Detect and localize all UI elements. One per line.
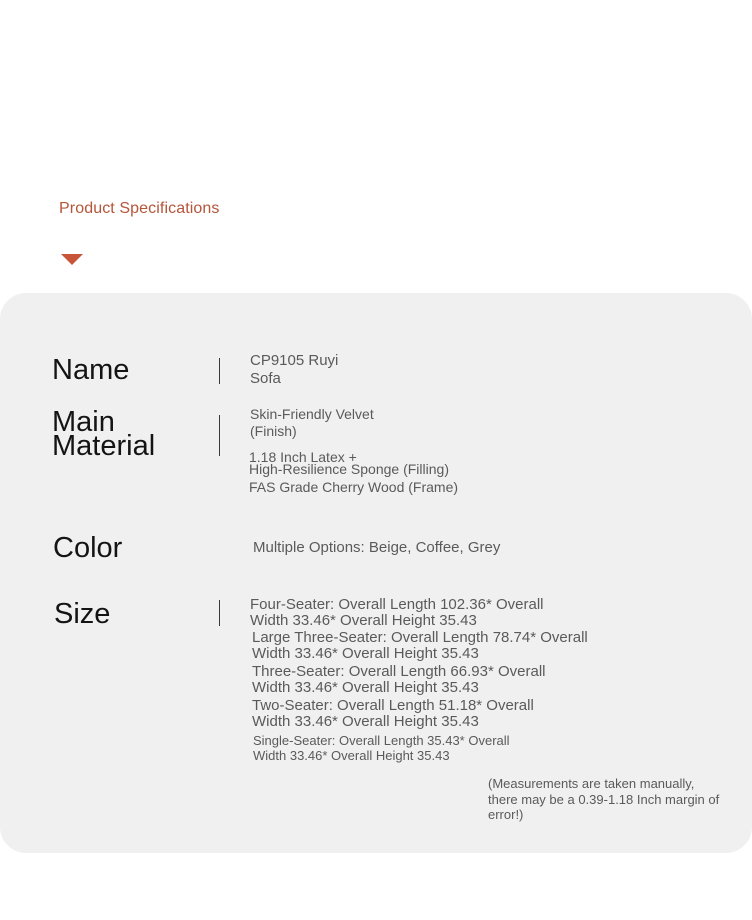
size-item-line: Large Three-Seater: Overall Length 78.74* Overall (252, 629, 588, 646)
name-value (250, 352, 338, 388)
material-divider (219, 415, 220, 456)
size-item-single-seater (253, 733, 510, 763)
material-label (52, 406, 156, 462)
material-label-line: Material (52, 430, 156, 462)
material-frame: FAS Grade Cherry Wood (Frame) (249, 479, 459, 495)
triangle-down-icon (61, 254, 83, 265)
size-item-line: Single-Seater: Overall Length 35.43* Overall (253, 733, 510, 748)
name-divider (219, 358, 220, 384)
size-item-two-seater (252, 698, 534, 730)
material-filling (249, 451, 449, 475)
size-item-line: Width 33.46* Overall Height 35.43 (252, 679, 479, 696)
name-value-line: Sofa (250, 370, 281, 387)
size-divider (219, 600, 220, 626)
size-item-line: Four-Seater: Overall Length 102.36* Overall (250, 596, 544, 613)
note-line: error!) (488, 807, 524, 822)
measurement-note (488, 776, 719, 823)
size-item-line: Width 33.46* Overall Height 35.43 (250, 612, 477, 629)
section-title: Product Specifications (59, 200, 220, 217)
size-item-four-seater (250, 597, 544, 629)
material-filling-line: High-Resilience Sponge (Filling) (249, 461, 449, 477)
note-line: there may be a 0.39-1.18 Inch margin of (488, 791, 720, 807)
size-item-line: Two-Seater: Overall Length 51.18* Overall (252, 697, 534, 714)
material-finish-line: Skin-Friendly Velvet (250, 406, 374, 422)
size-item-three-seater (252, 664, 546, 696)
size-item-large-three-seater (252, 630, 588, 662)
size-item-line: Width 33.46* Overall Height 35.43 (252, 713, 479, 730)
size-item-line: Three-Seater: Overall Length 66.93* Overall (252, 663, 546, 680)
material-finish (250, 406, 374, 440)
name-value-line: CP9105 Ruyi (250, 352, 339, 369)
size-item-line: Width 33.46* Overall Height 35.43 (253, 748, 450, 763)
name-label: Name (52, 354, 130, 386)
color-label: Color (53, 532, 123, 564)
color-value: Multiple Options: Beige, Coffee, Grey (253, 539, 501, 556)
material-finish-line: (Finish) (250, 423, 297, 439)
note-line: (Measurements are taken manually, (488, 776, 695, 791)
material-label-line: Main (52, 406, 115, 438)
material-filling-line: 1.18 Inch Latex + (249, 449, 357, 465)
size-item-line: Width 33.46* Overall Height 35.43 (252, 645, 479, 662)
size-label: Size (54, 598, 111, 630)
